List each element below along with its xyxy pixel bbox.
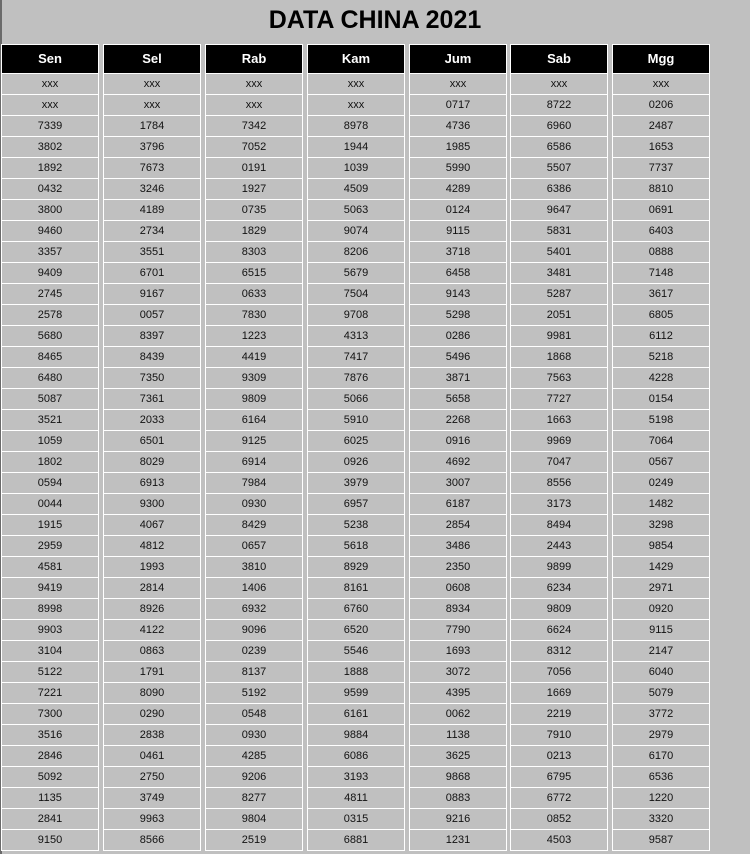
table-cell: 3625 — [409, 746, 507, 767]
table-cell: 6957 — [307, 494, 405, 515]
table-cell: 5298 — [409, 305, 507, 326]
table-cell: 8465 — [1, 347, 99, 368]
table-cell: 6586 — [510, 137, 608, 158]
table-cell: 6161 — [307, 704, 405, 725]
table-cell: 1868 — [510, 347, 608, 368]
column-header: Kam — [307, 44, 405, 74]
table-cell: 0883 — [409, 788, 507, 809]
column-sen — [1, 44, 99, 851]
table-cell: 5238 — [307, 515, 405, 536]
table-cell: 2846 — [1, 746, 99, 767]
table-cell: 9884 — [307, 725, 405, 746]
table-cell: 6164 — [205, 410, 303, 431]
column-header: Jum — [409, 44, 507, 74]
table-cell: 5079 — [612, 683, 710, 704]
table-cell: 1059 — [1, 431, 99, 452]
table-cell: 6805 — [612, 305, 710, 326]
table-cell: 0920 — [612, 599, 710, 620]
table-cell: 6234 — [510, 578, 608, 599]
table-cell: 6536 — [612, 767, 710, 788]
table-cell: 3749 — [103, 788, 201, 809]
table-cell: 7876 — [307, 368, 405, 389]
table-cell: 8926 — [103, 599, 201, 620]
table-cell: 3104 — [1, 641, 99, 662]
table-cell: 5122 — [1, 662, 99, 683]
table-cell: 6458 — [409, 263, 507, 284]
table-cell: 2051 — [510, 305, 608, 326]
table-cell: 7563 — [510, 368, 608, 389]
column-rab — [205, 44, 303, 851]
table-cell: 3800 — [1, 200, 99, 221]
table-cell: 9300 — [103, 494, 201, 515]
table-cell: 8978 — [307, 116, 405, 137]
table-cell: 8998 — [1, 599, 99, 620]
table-cell: 0044 — [1, 494, 99, 515]
table-cell: 2033 — [103, 410, 201, 431]
table-cell: 0567 — [612, 452, 710, 473]
table-cell: 6040 — [612, 662, 710, 683]
table-cell: 4581 — [1, 557, 99, 578]
table-cell: 8439 — [103, 347, 201, 368]
table-cell: 3357 — [1, 242, 99, 263]
table-cell: 3810 — [205, 557, 303, 578]
table-cell: 6386 — [510, 179, 608, 200]
table-cell: xxx — [612, 74, 710, 95]
table-cell: 8303 — [205, 242, 303, 263]
table-cell: 3516 — [1, 725, 99, 746]
table-cell: 0691 — [612, 200, 710, 221]
column-sab — [510, 44, 608, 851]
table-cell: 2350 — [409, 557, 507, 578]
table-cell: 2578 — [1, 305, 99, 326]
table-cell: 8277 — [205, 788, 303, 809]
table-cell: xxx — [205, 95, 303, 116]
table-cell: 2268 — [409, 410, 507, 431]
table-cell: 0432 — [1, 179, 99, 200]
table-cell: 0315 — [307, 809, 405, 830]
table-cell: 8722 — [510, 95, 608, 116]
table-cell: 3551 — [103, 242, 201, 263]
table-cell: 7342 — [205, 116, 303, 137]
table-cell: 4811 — [307, 788, 405, 809]
table-cell: 5192 — [205, 683, 303, 704]
table-cell: 0062 — [409, 704, 507, 725]
table-cell: 9647 — [510, 200, 608, 221]
table-cell: 1135 — [1, 788, 99, 809]
table-cell: 0461 — [103, 746, 201, 767]
table-cell: 6501 — [103, 431, 201, 452]
table-cell: 3802 — [1, 137, 99, 158]
table-cell: 7417 — [307, 347, 405, 368]
table-cell: 7504 — [307, 284, 405, 305]
table-cell: 3298 — [612, 515, 710, 536]
table-cell: 6515 — [205, 263, 303, 284]
column-header: Sel — [103, 44, 201, 74]
table-cell: 0852 — [510, 809, 608, 830]
table-cell: 4503 — [510, 830, 608, 851]
table-cell: 5401 — [510, 242, 608, 263]
table-cell: 8397 — [103, 326, 201, 347]
table-cell: 1669 — [510, 683, 608, 704]
table-cell: 2519 — [205, 830, 303, 851]
table-cell: 3320 — [612, 809, 710, 830]
table-cell: 0191 — [205, 158, 303, 179]
column-jum — [409, 44, 507, 851]
table-cell: 5087 — [1, 389, 99, 410]
table-cell: 9150 — [1, 830, 99, 851]
table-cell: 5496 — [409, 347, 507, 368]
table-cell: 1791 — [103, 662, 201, 683]
table-cell: 9460 — [1, 221, 99, 242]
table-cell: 7910 — [510, 725, 608, 746]
table-cell: 1406 — [205, 578, 303, 599]
table-cell: 6480 — [1, 368, 99, 389]
table-cell: 9115 — [409, 221, 507, 242]
table-cell: 2838 — [103, 725, 201, 746]
table-cell: 8556 — [510, 473, 608, 494]
table-cell: 6913 — [103, 473, 201, 494]
table-cell: 4812 — [103, 536, 201, 557]
table-cell: 6025 — [307, 431, 405, 452]
table-cell: 3979 — [307, 473, 405, 494]
table-cell: 3246 — [103, 179, 201, 200]
table-cell: 1223 — [205, 326, 303, 347]
table-cell: xxx — [510, 74, 608, 95]
table-cell: 0863 — [103, 641, 201, 662]
table-cell: 0926 — [307, 452, 405, 473]
table-cell: 6960 — [510, 116, 608, 137]
table-cell: 0657 — [205, 536, 303, 557]
table-cell: 6086 — [307, 746, 405, 767]
table-cell: 4692 — [409, 452, 507, 473]
table-cell: 7339 — [1, 116, 99, 137]
table-cell: 7350 — [103, 368, 201, 389]
table-cell: 0930 — [205, 494, 303, 515]
table-cell: 5063 — [307, 200, 405, 221]
table-cell: 7056 — [510, 662, 608, 683]
table-cell: xxx — [103, 74, 201, 95]
table-cell: 5658 — [409, 389, 507, 410]
table-cell: 9216 — [409, 809, 507, 830]
table-cell: 9903 — [1, 620, 99, 641]
table-cell: 7047 — [510, 452, 608, 473]
table-cell: 2219 — [510, 704, 608, 725]
table-cell: 2745 — [1, 284, 99, 305]
table-cell: 5218 — [612, 347, 710, 368]
table-cell: 7052 — [205, 137, 303, 158]
table-cell: 4509 — [307, 179, 405, 200]
table-cell: 3521 — [1, 410, 99, 431]
table-cell: 1693 — [409, 641, 507, 662]
table-cell: 9096 — [205, 620, 303, 641]
table-cell: 5546 — [307, 641, 405, 662]
table-cell: 0239 — [205, 641, 303, 662]
table-cell: 4122 — [103, 620, 201, 641]
table-cell: 1784 — [103, 116, 201, 137]
table-cell: 9167 — [103, 284, 201, 305]
table-cell: 7727 — [510, 389, 608, 410]
table-cell: 6520 — [307, 620, 405, 641]
table-cell: 9804 — [205, 809, 303, 830]
table-cell: 0286 — [409, 326, 507, 347]
table-cell: 2814 — [103, 578, 201, 599]
table-cell: 8029 — [103, 452, 201, 473]
table-cell: 3486 — [409, 536, 507, 557]
table-cell: 9899 — [510, 557, 608, 578]
table-cell: 0594 — [1, 473, 99, 494]
table-cell: 3481 — [510, 263, 608, 284]
table-cell: 4285 — [205, 746, 303, 767]
table-cell: 1985 — [409, 137, 507, 158]
table-cell: 9854 — [612, 536, 710, 557]
table-cell: 6881 — [307, 830, 405, 851]
table-cell: 6932 — [205, 599, 303, 620]
table-cell: 6403 — [612, 221, 710, 242]
table-cell: 8934 — [409, 599, 507, 620]
table-cell: 9809 — [510, 599, 608, 620]
table-cell: 4189 — [103, 200, 201, 221]
table-cell: 5507 — [510, 158, 608, 179]
table-cell: 8810 — [612, 179, 710, 200]
table-cell: 3796 — [103, 137, 201, 158]
table-cell: 3193 — [307, 767, 405, 788]
table-cell: 9708 — [307, 305, 405, 326]
table-cell: 1927 — [205, 179, 303, 200]
table-cell: 0290 — [103, 704, 201, 725]
table-cell: 4736 — [409, 116, 507, 137]
table-cell: 1892 — [1, 158, 99, 179]
table-cell: 8494 — [510, 515, 608, 536]
table-cell: xxx — [409, 74, 507, 95]
table-cell: 5679 — [307, 263, 405, 284]
table-cell: 2959 — [1, 536, 99, 557]
table-cell: 2443 — [510, 536, 608, 557]
table-cell: 0735 — [205, 200, 303, 221]
table-cell: 9143 — [409, 284, 507, 305]
table-cell: 9981 — [510, 326, 608, 347]
table-cell: 0548 — [205, 704, 303, 725]
table-cell: 7148 — [612, 263, 710, 284]
table-cell: 6760 — [307, 599, 405, 620]
table-cell: 1888 — [307, 662, 405, 683]
table-cell: 1231 — [409, 830, 507, 851]
table-cell: 2750 — [103, 767, 201, 788]
table-cell: 0124 — [409, 200, 507, 221]
table-cell: 2841 — [1, 809, 99, 830]
table-cell: 2147 — [612, 641, 710, 662]
table-cell: 1915 — [1, 515, 99, 536]
table-cell: 5066 — [307, 389, 405, 410]
table-cell: 1138 — [409, 725, 507, 746]
table-cell: 3718 — [409, 242, 507, 263]
table-cell: 8161 — [307, 578, 405, 599]
table-cell: 1802 — [1, 452, 99, 473]
table-cell: 4289 — [409, 179, 507, 200]
table-cell: 1993 — [103, 557, 201, 578]
table-cell: 3617 — [612, 284, 710, 305]
table-cell: 4313 — [307, 326, 405, 347]
table-cell: 0206 — [612, 95, 710, 116]
table-cell: 1944 — [307, 137, 405, 158]
table-cell: 4419 — [205, 347, 303, 368]
column-header: Mgg — [612, 44, 710, 74]
table-cell: 7221 — [1, 683, 99, 704]
table-cell: 9809 — [205, 389, 303, 410]
table-cell: 7300 — [1, 704, 99, 725]
table-cell: 7673 — [103, 158, 201, 179]
table-cell: 6701 — [103, 263, 201, 284]
table-cell: 6112 — [612, 326, 710, 347]
table-cell: 5680 — [1, 326, 99, 347]
table-cell: 8206 — [307, 242, 405, 263]
table-cell: 7830 — [205, 305, 303, 326]
table-cell: 4067 — [103, 515, 201, 536]
table-cell: 9115 — [612, 620, 710, 641]
table-cell: 2854 — [409, 515, 507, 536]
table-cell: 4228 — [612, 368, 710, 389]
table-cell: 4395 — [409, 683, 507, 704]
table-cell: 1829 — [205, 221, 303, 242]
table-cell: 1429 — [612, 557, 710, 578]
table-cell: 9963 — [103, 809, 201, 830]
table-cell: xxx — [103, 95, 201, 116]
table-cell: xxx — [1, 74, 99, 95]
table-cell: 7984 — [205, 473, 303, 494]
table-cell: 2487 — [612, 116, 710, 137]
table-cell: 9969 — [510, 431, 608, 452]
table-cell: 9599 — [307, 683, 405, 704]
table-cell: 6772 — [510, 788, 608, 809]
page-title: DATA CHINA 2021 — [268, 6, 482, 34]
table-cell: 0916 — [409, 431, 507, 452]
table-cell: 5618 — [307, 536, 405, 557]
table-cell: 8137 — [205, 662, 303, 683]
table-cell: 5831 — [510, 221, 608, 242]
table-cell: 7737 — [612, 158, 710, 179]
table-cell: 5198 — [612, 410, 710, 431]
table-cell: 8929 — [307, 557, 405, 578]
column-header: Sab — [510, 44, 608, 74]
table-cell: 5990 — [409, 158, 507, 179]
table-cell: 0057 — [103, 305, 201, 326]
table-cell: 1663 — [510, 410, 608, 431]
table-cell: 9074 — [307, 221, 405, 242]
table-cell: 5287 — [510, 284, 608, 305]
table-cell: 2734 — [103, 221, 201, 242]
table-cell: 0717 — [409, 95, 507, 116]
table-cell: 9206 — [205, 767, 303, 788]
table-cell: 3871 — [409, 368, 507, 389]
table-cell: 9587 — [612, 830, 710, 851]
table-cell: 0930 — [205, 725, 303, 746]
column-header: Rab — [205, 44, 303, 74]
table-cell: 6187 — [409, 494, 507, 515]
table-cell: 0249 — [612, 473, 710, 494]
table-cell: 6795 — [510, 767, 608, 788]
table-cell: 5910 — [307, 410, 405, 431]
table-cell: xxx — [205, 74, 303, 95]
table-cell: 7790 — [409, 620, 507, 641]
table-cell: 8429 — [205, 515, 303, 536]
table-cell: 1653 — [612, 137, 710, 158]
table-cell: 8312 — [510, 641, 608, 662]
table-cell: 7361 — [103, 389, 201, 410]
table-cell: 0213 — [510, 746, 608, 767]
table-cell: 3072 — [409, 662, 507, 683]
column-header: Sen — [1, 44, 99, 74]
table-cell: 1482 — [612, 494, 710, 515]
table-cell: 6624 — [510, 620, 608, 641]
table-cell: 9868 — [409, 767, 507, 788]
column-mgg — [612, 44, 710, 851]
table-cell: 3173 — [510, 494, 608, 515]
table-cell: 9125 — [205, 431, 303, 452]
table-cell: 9409 — [1, 263, 99, 284]
table-cell: 3007 — [409, 473, 507, 494]
table-cell: 0608 — [409, 578, 507, 599]
table-cell: 2979 — [612, 725, 710, 746]
column-sel — [103, 44, 201, 851]
column-kam — [307, 44, 405, 851]
table-cell: 0888 — [612, 242, 710, 263]
table-cell: 9419 — [1, 578, 99, 599]
table-cell: 8566 — [103, 830, 201, 851]
table-cell: 1220 — [612, 788, 710, 809]
table-cell: 6914 — [205, 452, 303, 473]
table-cell: 1039 — [307, 158, 405, 179]
table-cell: xxx — [307, 95, 405, 116]
table-cell: xxx — [1, 95, 99, 116]
table-cell: 2971 — [612, 578, 710, 599]
table-cell: 7064 — [612, 431, 710, 452]
table-cell: xxx — [307, 74, 405, 95]
table-cell: 0154 — [612, 389, 710, 410]
table-cell: 3772 — [612, 704, 710, 725]
table-cell: 8090 — [103, 683, 201, 704]
table-cell: 0633 — [205, 284, 303, 305]
table-cell: 5092 — [1, 767, 99, 788]
table-cell: 6170 — [612, 746, 710, 767]
table-cell: 9309 — [205, 368, 303, 389]
